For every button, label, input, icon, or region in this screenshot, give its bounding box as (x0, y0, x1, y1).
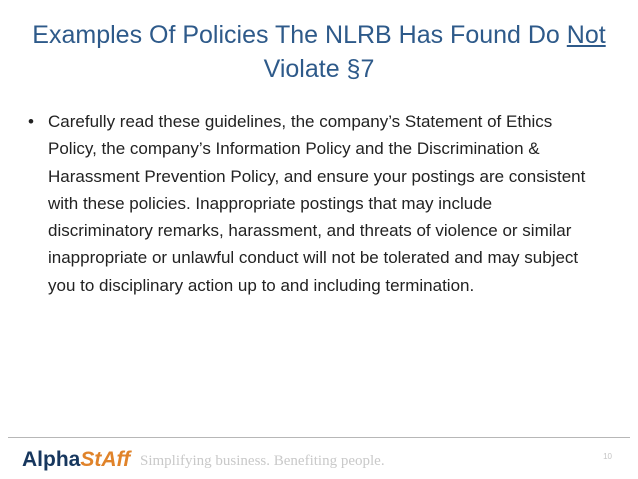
slide-title (8, 18, 630, 86)
page-number: 10 (603, 452, 612, 461)
logo-alpha-text: Alpha (22, 448, 81, 471)
bullet-text: Carefully read these guidelines, the company’s Statement of Ethics Policy, the company’s Information Policy and the Discrimination & Harassment Prevention Policy, and ensure your postings are consistent with these policies. Inappropriate postings that may include discriminatory remarks, harassment, and threats of violence or similar inappropriate or unlawful conduct will not be tolerated and may subject you to disciplinary action up to and including termination. (48, 112, 586, 295)
bullet-icon: • (28, 112, 34, 131)
footer-divider (8, 437, 630, 438)
logo-staff-text: StAff (80, 448, 131, 471)
bullet-list (28, 108, 598, 299)
title-emphasis-text: Not (566, 21, 606, 49)
title-line-2: Violate §7 (263, 55, 375, 83)
bullet-item (28, 108, 598, 299)
alphastaff-logo (22, 447, 130, 473)
title-main-text: Examples Of Policies The NLRB Has Found Do (32, 21, 567, 49)
footer-tagline: Simplifying business. Benefiting people. (140, 453, 385, 469)
